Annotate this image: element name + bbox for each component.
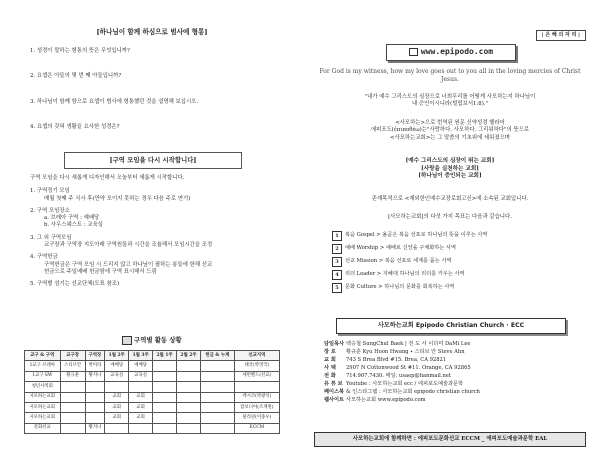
activity-table-body	[25, 361, 280, 434]
table-cell	[60, 423, 85, 433]
explain-line: <사모하는교회>는 그 말씀의 기초위에 세워졌으며	[389, 134, 511, 141]
verse-korean	[314, 94, 586, 109]
table-cell	[177, 371, 201, 381]
table-cell: 교육실	[129, 371, 153, 381]
table-header: 2월 1주	[153, 351, 177, 361]
table-cell	[200, 371, 234, 381]
table-cell	[153, 371, 177, 381]
table-cell: 멕시코(박광석)	[234, 392, 279, 402]
info-value: Youtube : 사모하는교회 ecc / 에피포도예술과문학	[346, 381, 464, 388]
table-header: 교구장	[60, 351, 85, 361]
verse-korean-line: "내가 예수 그리스도의 심장으로 너희무리를 어떻게 사모하는지 하나님이	[364, 94, 536, 100]
table-cell: 필리핀(이중우)	[234, 413, 279, 423]
table-cell	[177, 402, 201, 412]
table-cell	[85, 392, 105, 402]
table-cell: 스티브안	[60, 361, 85, 371]
table-header: 1월 2주	[105, 351, 129, 361]
table-cell: 교회	[129, 402, 153, 412]
table-cell	[200, 361, 234, 371]
info-label: 페이스북	[324, 389, 345, 396]
ministry-number-4: 4	[332, 270, 342, 280]
group-item-line: 매월 첫째 주 식사 후(만약 모이지 못하는 경우 다음 주로 연기)	[44, 195, 191, 202]
table-cell	[200, 413, 234, 423]
table-cell	[177, 392, 201, 402]
explain-line: 에피포도(ἐπιποθέω)는"사랑하다. 사모하다. 그리워하다"의 뜻으로	[370, 127, 530, 134]
info-row	[324, 341, 584, 348]
name-explanation	[314, 120, 586, 142]
table-cell: 사모하는교회	[25, 392, 61, 402]
table-cell	[200, 402, 234, 412]
ministry-text: 리더 Leader > 지혜대 하나님의 리더를 키우는 사역	[345, 271, 465, 278]
table-cell: 교회	[129, 413, 153, 423]
table-cell: 교육실	[105, 371, 129, 381]
table-header-row	[25, 351, 280, 361]
table-cell	[200, 392, 234, 402]
ministry-text: 문화 Culture > 하나님의 문화를 회복하는 사역	[345, 284, 455, 291]
info-row	[324, 365, 584, 372]
activity-title: 구역별 활동 상황	[134, 336, 182, 345]
ministry-item	[332, 244, 582, 254]
table-cell	[153, 413, 177, 423]
question-2: 2. 요셉은 아들의 몇 번 째 아들입니까?	[30, 73, 122, 80]
ministry-number-5: 5	[332, 283, 342, 293]
ministry-list	[332, 228, 582, 296]
footer-banner: 사모하는교회에 함께하면 : 에피포도문화선교 ECCM _ 에피포도예술과문학 EAL	[314, 432, 586, 447]
church-info-list	[324, 340, 584, 405]
left-column	[24, 0, 280, 464]
group-item-line: 구역헌금은 구역 모임 시 드리지 않고 하나님이 필하는 봉들에 한해 선교	[44, 261, 213, 268]
group-item-4	[30, 254, 280, 276]
table-cell: 황지나	[85, 423, 105, 433]
info-value: & 인스타그램 : 사모하는교회 epipodo christian church	[346, 389, 480, 396]
table-cell	[105, 423, 129, 433]
table-cell: 세빈밴드(선교)	[234, 371, 279, 381]
table-cell	[153, 361, 177, 371]
mission-tail: 존재목적으로 <재외한인예수교장로회고신>에 소속된 교회입니다.	[371, 196, 529, 202]
question-list	[24, 48, 280, 131]
table-row	[25, 371, 280, 381]
table-cell: 태국(박영국)	[234, 361, 279, 371]
group-item-line: a. 브레아 구역 : 예배당	[44, 215, 100, 222]
table-cell: 캄보디아(조재원)	[234, 402, 279, 412]
table-cell: 예배당	[105, 361, 129, 371]
info-label: 전 화	[324, 373, 336, 380]
table-cell: 황지나	[85, 371, 105, 381]
group-item-title: 3. 그 외 구역모임	[30, 234, 72, 241]
verse-english: For God is my witness, how my love goes out to you all in the loving mercies of Christ Jesus.	[319, 68, 581, 84]
info-label: 웹사이트	[324, 397, 345, 404]
info-label: 장 로	[324, 349, 336, 356]
info-value[interactable]: 714.907.7430. 메일: usaep@hanmail.net	[346, 373, 451, 380]
table-cell	[177, 382, 201, 392]
table-cell: 교회	[129, 392, 153, 402]
table-cell	[60, 392, 85, 402]
ministry-text: 복음 Gospel > 올곧은 복음 선포로 하나님의 뜻을 이루는 사역	[345, 232, 488, 239]
mission-line: [사랑을 실천하는 교회]	[421, 165, 479, 172]
group-item-2	[30, 208, 280, 230]
table-cell	[85, 382, 105, 392]
table-cell: 문화선교	[25, 423, 61, 433]
explain-line: <사모하는>으로 번역된 원문 신약성경 헬라어	[395, 120, 505, 126]
website-banner[interactable]	[386, 44, 516, 61]
verse-korean-line: 내 증인이시니라(빌립보서1:8)."	[411, 101, 489, 108]
ministry-text: 예배 Worship > 예배로 신앙을 구체화하는 사역	[345, 245, 456, 252]
table-cell	[234, 382, 279, 392]
table-cell	[177, 361, 201, 371]
table-header: 1월 3주	[129, 351, 153, 361]
ministry-item	[332, 231, 582, 241]
question-1: 1. 성경이 말하는 형통의 뜻은 무엇입니까?	[30, 48, 130, 54]
group-item-title: 2. 구역 모임장소	[30, 207, 70, 214]
table-cell	[177, 413, 201, 423]
table-cell: 1교구 브레아	[25, 361, 61, 371]
table-cell	[200, 423, 234, 433]
table-cell	[177, 423, 201, 433]
table-cell	[153, 382, 177, 392]
table-cell: 황규훈	[60, 371, 85, 381]
group-item-title: 1. 구역정기 모임	[30, 188, 70, 195]
table-cell: 1교구 SW	[25, 371, 61, 381]
sermon-note-label: | 은 혜 의 자 리 |	[536, 30, 586, 41]
table-row	[25, 402, 280, 412]
mission-line: [하나님이 증인되는 교회]	[418, 173, 482, 180]
table-row	[25, 361, 280, 371]
info-row	[324, 349, 584, 356]
small-group-title-box: [구역 모임을 다시 시작합니다]	[64, 152, 242, 169]
ministry-intro: [사모하는교회]의 다섯 가지 목표는 다음과 같습니다.	[388, 214, 512, 220]
small-group-intro: 구역 모임을 다시 새롭게 디자인해서 오늘부터 새롭게 시작합니다.	[30, 175, 185, 181]
table-cell: 사모하는교회	[25, 402, 61, 412]
table-cell: 박미라	[85, 361, 105, 371]
question-4: 4. 요셉의 갖혀 생활을 요사한 성경은?	[30, 123, 120, 130]
table-header: 교구 & 구역	[25, 351, 61, 361]
table-cell	[129, 382, 153, 392]
ministry-item	[332, 283, 582, 293]
website-url: www.epipodo.com	[420, 47, 494, 56]
right-column	[314, 0, 586, 464]
group-item-title: 5. 구역별 섬기는 선교단체(도표 참조)	[30, 281, 120, 288]
info-row	[324, 373, 584, 380]
mission-statements	[314, 158, 586, 181]
checkbox-icon	[122, 336, 132, 345]
question-3: 3. 하나님이 함께 함으로 요셉이 범사에 형통했던 것을 설명해 보십시오.	[30, 98, 199, 105]
table-header: 구역장	[85, 351, 105, 361]
group-item-5	[30, 281, 280, 288]
table-cell	[60, 382, 85, 392]
table-cell: 교회	[105, 402, 129, 412]
table-row	[25, 413, 280, 423]
ministry-item	[332, 270, 582, 280]
info-row	[324, 397, 584, 404]
small-group-info	[24, 175, 280, 289]
table-cell	[153, 402, 177, 412]
table-cell: 예배당	[129, 361, 153, 371]
group-item-line: 교구장과 구역장 지도아래 구역원들과 시간을 조율해서 모임시간을 조정	[44, 242, 213, 249]
table-cell: 교회	[105, 392, 129, 402]
table-row	[25, 423, 280, 433]
table-cell: ECCM	[234, 423, 279, 433]
group-item-3	[30, 235, 280, 250]
activity-title-row	[24, 336, 280, 345]
ministry-number-3: 3	[332, 257, 342, 267]
ministry-text: 선교 Mission > 복음 선포로 세계를 품는 사역	[345, 258, 452, 265]
activity-table-wrap	[24, 350, 280, 434]
table-cell	[153, 423, 177, 433]
table-cell	[105, 382, 129, 392]
info-row	[324, 381, 584, 388]
table-cell	[60, 402, 85, 412]
ministry-item	[332, 257, 582, 267]
table-cell	[85, 402, 105, 412]
table-cell	[200, 382, 234, 392]
group-item-line: 헌금으로 주일예배 헌금함에 구역 표시해서 드림	[44, 268, 157, 275]
church-info-title: 사모하는교회 Epipodo Christian Church ∙ ECC	[336, 318, 566, 334]
ministry-number-1: 1	[332, 231, 342, 241]
checkbox-icon	[409, 48, 418, 56]
group-item-title: 4. 구역헌금	[30, 254, 58, 261]
group-item-line: b. 사우스웨스트 : 교육실	[44, 222, 103, 229]
table-row	[25, 392, 280, 402]
info-label: 담임목사	[324, 341, 345, 347]
info-row	[324, 357, 584, 364]
info-value: 황규훈 Kyu Hoon Hwang ∙ 스티브 안 Steve Ahn	[346, 349, 465, 356]
table-header: 헌금 & 누계	[200, 351, 234, 361]
info-label: 유 튜 브	[324, 381, 343, 388]
info-label: 사 택	[324, 365, 336, 372]
table-cell	[85, 413, 105, 423]
table-header: 2월 2주	[177, 351, 201, 361]
table-cell	[60, 413, 85, 423]
table-cell	[153, 392, 177, 402]
table-cell: 청년사역회	[25, 382, 61, 392]
info-value: 백승철 SungChul Baek | 전 도 사 이다미 DaMi Lee	[346, 341, 471, 347]
info-value: 2907 N Cottonwood St #11. Orange, CA 92865	[346, 365, 471, 372]
activity-table	[24, 350, 280, 434]
group-item-1	[30, 188, 280, 203]
table-header: 선교지역	[234, 351, 279, 361]
table-row	[25, 382, 280, 392]
info-row	[324, 389, 584, 396]
mission-line: [예수 그리스도의 심장이 뛰는 교회]	[405, 158, 495, 164]
table-cell: 교회	[105, 413, 129, 423]
ministry-number-2: 2	[332, 244, 342, 254]
info-value[interactable]: 사모하는교회 www.epipodo.com	[346, 397, 426, 404]
info-label: 교 회	[324, 357, 336, 364]
info-value: 743 S Brea Blvd #15. Brea, CA 92821	[346, 357, 447, 364]
sermon-questions-title: [하나님이 함께 하심으로 범사에 형통]	[96, 28, 208, 36]
table-cell: 사모하는교회	[25, 413, 61, 423]
table-cell	[129, 423, 153, 433]
